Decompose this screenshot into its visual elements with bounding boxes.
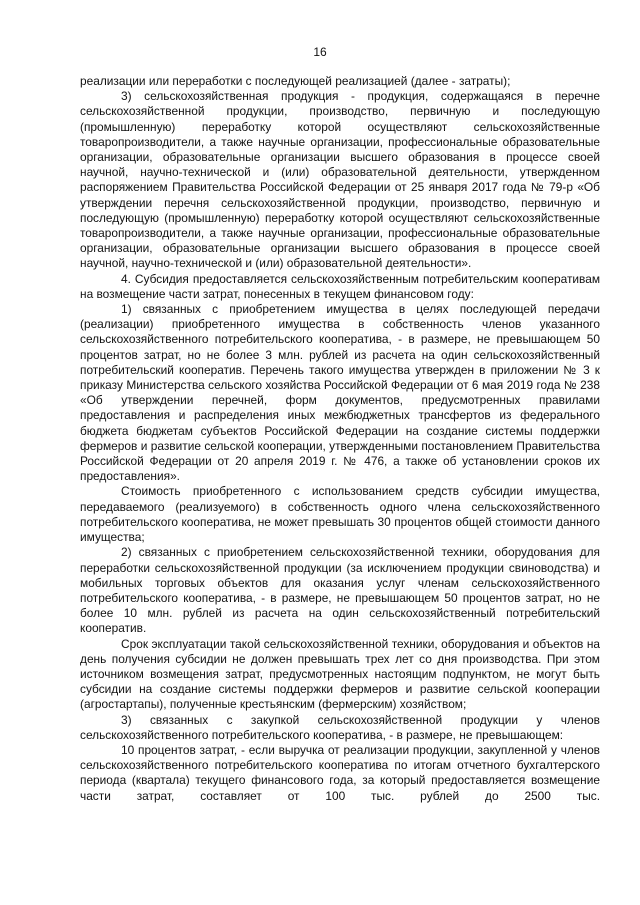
paragraph-definition-3: 3) сельскохозяйственная продукция - продукция, содержащаяся в перечне сельскохозяйственной продукции, производство, первичную и последующую (промышленную) переработку которой осуществляют сельскохозяйственные товаропроизводители, а также научные организации, профессиональные образовательные организации, образовательные организации высшего образования в процессе своей научной, научно-технической и (или) образовательной деятельности, утвержденном распоряжением Правительства Российской Федерации от 25 января 2017 года № 79-р «Об утверждении перечня сельскохозяйственной продукции, производство, первичную и последующую (промышленную) переработку которой осуществляют сельскохозяйственные товаропроизводители, а также научные организации, профессиональные образовательные организации, образовательные организации высшего образования в процессе своей научной, научно-технической и (или) образовательной деятельности». xyxy=(80,89,600,271)
paragraph-subclause-1: 1) связанных с приобретением имущества в целях последующей передачи (реализации) приобретенного имущества в собственность членов указанного сельскохозяйственного потребительского кооператива, - в размере, не превышающем 50 процентов затрат, но не более 3 млн. рублей из расчета на один сельскохозяйственный потребительский кооператив. Перечень такого имущества утвержден в приложении № 3 к приказу Министерства сельского хозяйства Российской Федерации от 6 мая 2019 года № 238 «Об утверждении перечней, форм документов, предусмотренных правилами предоставления и распределения иных межбюджетных трансфертов из федерального бюджета бюджетам субъектов Российской Федерации на создание системы поддержки фермеров и развитие сельской кооперации, утвержденными постановлением Правительства Российской Федерации от 20 апреля 2019 г. № 476, а также об установлении сроков их предоставления». xyxy=(80,302,600,484)
paragraph-property-cost: Стоимость приобретенного с использованием средств субсидии имущества, передаваемого (реализуемого) в собственность одного члена сельскохозяйственного потребительского кооператива, не может превышать 30 процентов общей стоимости данного имущества; xyxy=(80,484,600,545)
paragraph-continuation: реализации или переработки с последующей реализацией (далее - затраты); xyxy=(80,74,511,88)
paragraph-clause-4: 4. Субсидия предоставляется сельскохозяйственным потребительским кооперативам на возмещение части затрат, понесенных в текущем финансовом году: xyxy=(80,271,600,301)
paragraph-ten-percent: 10 процентов затрат, - если выручка от реализации продукции, закупленной у членов сельскохозяйственного потребительского кооператива по итогам отчетного бухгалтерского периода (квартала) текущего финансового года, за который предоставляется возмещение части затрат, составляет от 100 тыс. рублей до 2500 тыс. xyxy=(80,742,600,803)
paragraph-subclause-2: 2) связанных с приобретением сельскохозяйственной техники, оборудования для переработки сельскохозяйственной продукции (за исключением продукции свиноводства) и мобильных торговых объектов для оказания услуг членам сельскохозяйственного потребительского кооператива, - в размере, не превышающем 50 процентов затрат, но не более 10 млн. рублей из расчета на один сельскохозяйственный потребительский кооператив. xyxy=(80,545,600,636)
paragraph-operation-term: Срок эксплуатации такой сельскохозяйственной техники, оборудования и объектов на день получения субсидии не должен превышать трех лет со дня производства. При этом источником возмещения затрат, предусмотренных настоящим подпунктом, не могут быть субсидии на создание системы поддержки фермеров и развитие сельской кооперации (агростартапы), полученные крестьянским (фермерским) хозяйством; xyxy=(80,636,600,712)
paragraph-subclause-3: 3) связанных с закупкой сельскохозяйственной продукции у членов сельскохозяйственного потребительского кооператива, - в размере, не превышающем: xyxy=(80,712,600,742)
document-body xyxy=(80,74,600,804)
page-number: 16 xyxy=(313,45,327,59)
